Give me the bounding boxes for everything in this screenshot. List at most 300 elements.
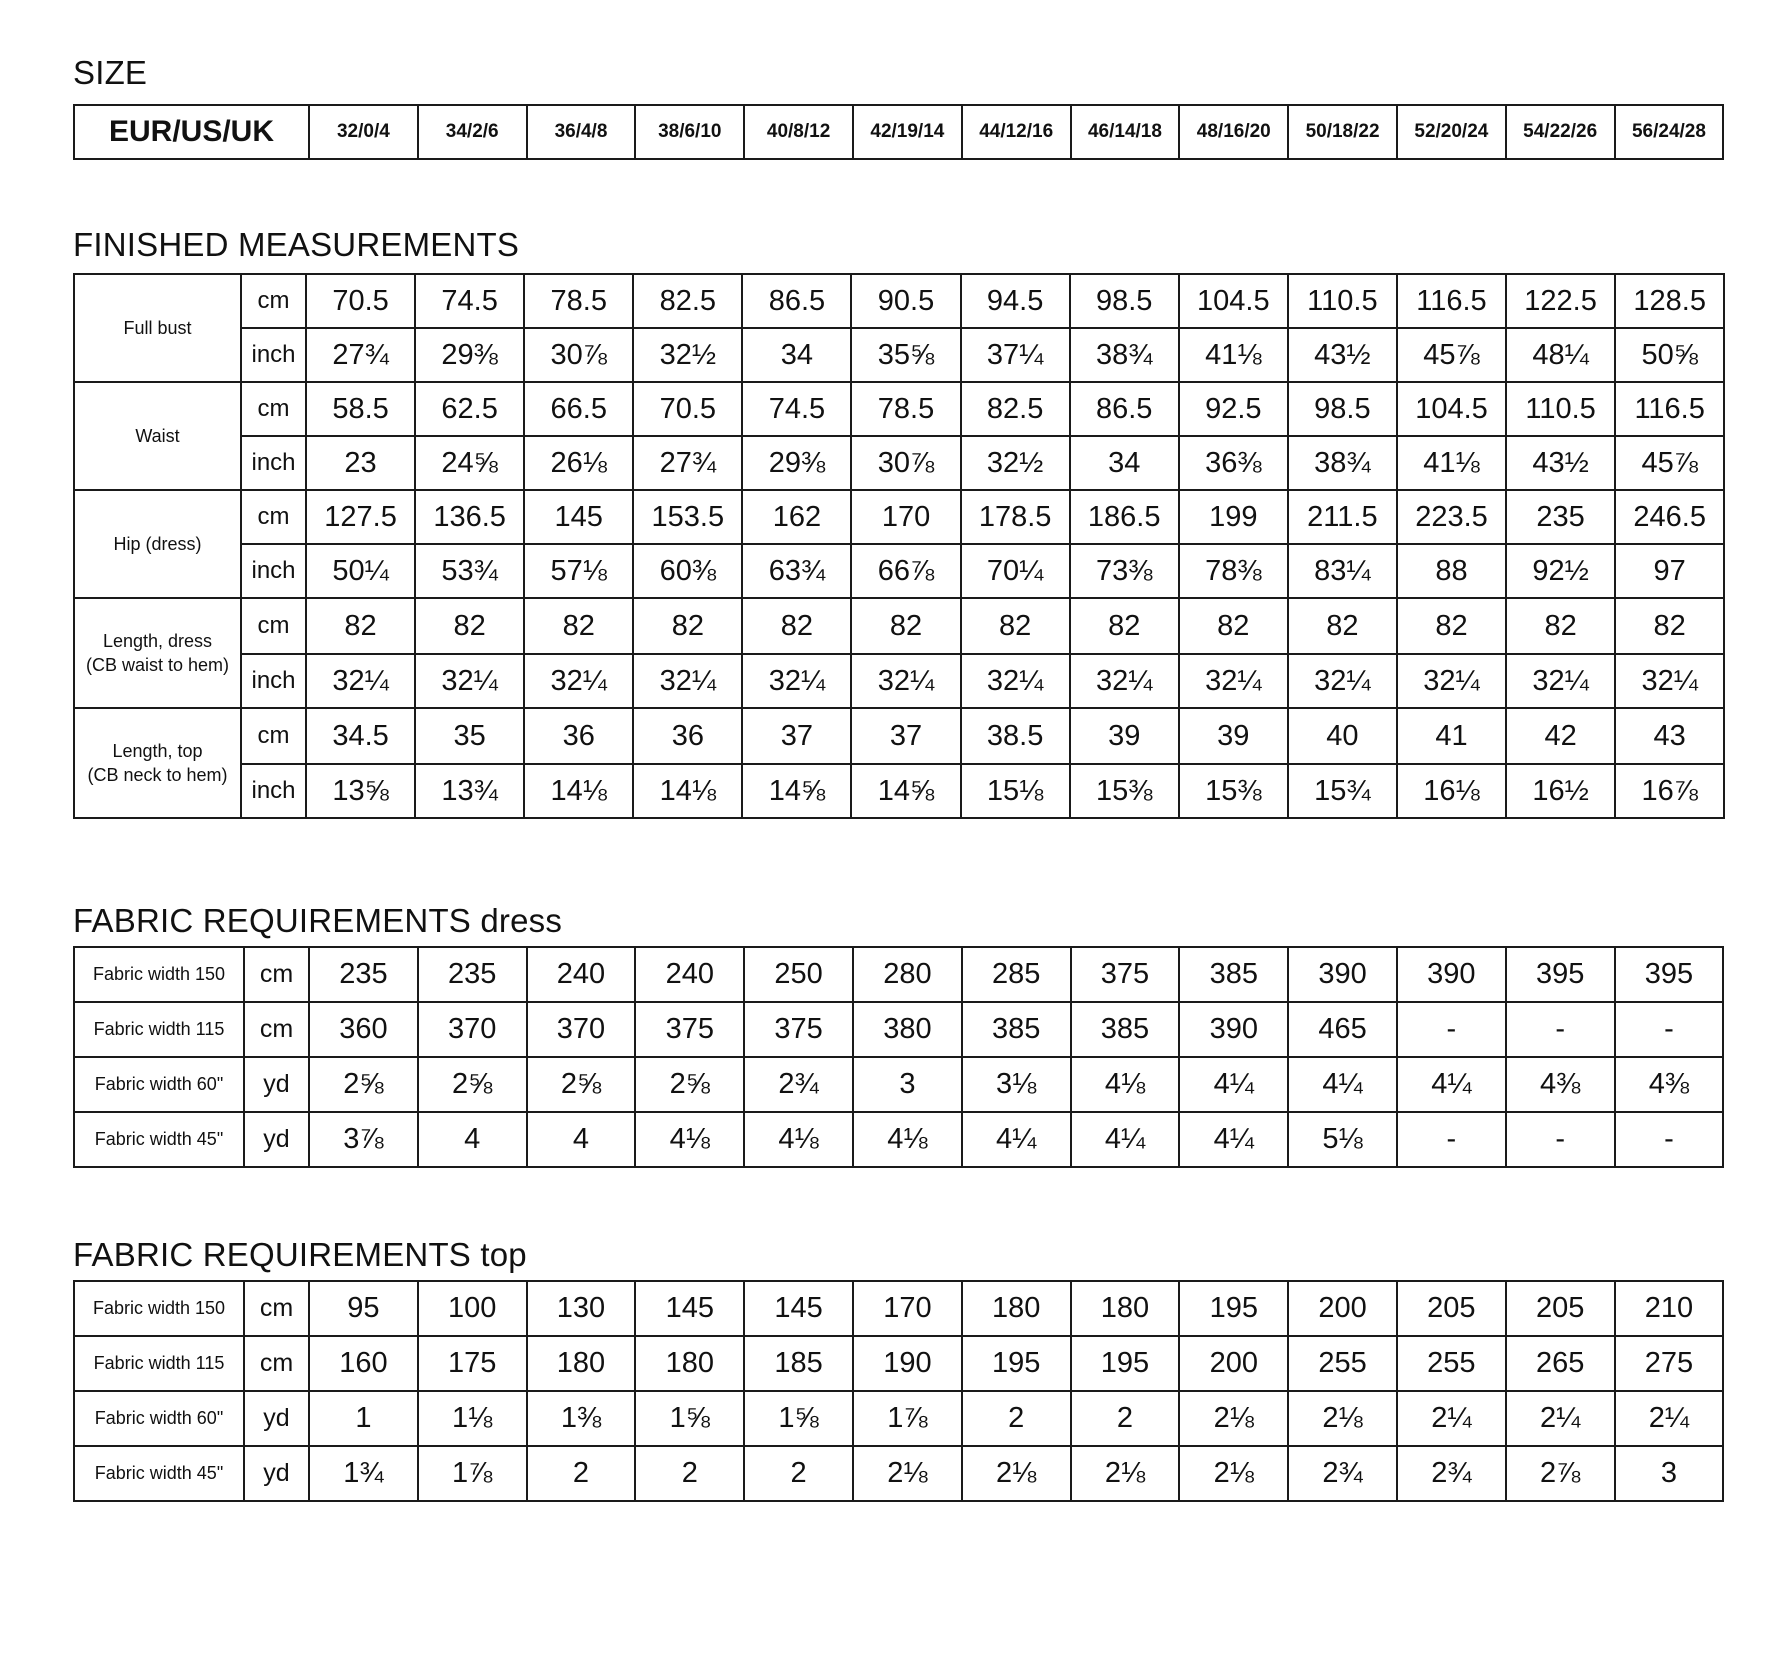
value-cell: 2	[962, 1391, 1071, 1446]
measurement-row-inch	[74, 328, 1724, 382]
fabric-unit: yd	[244, 1446, 309, 1501]
value-cell: 2	[527, 1446, 636, 1501]
value-cell: 83¼	[1288, 544, 1397, 598]
measurement-label-note: (CB waist to hem)	[85, 655, 230, 675]
value-cell: 82	[1288, 598, 1397, 654]
value-cell: 32¼	[742, 654, 851, 708]
value-cell: 210	[1615, 1281, 1724, 1336]
value-cell: 82	[1179, 598, 1288, 654]
value-cell: 32¼	[1288, 654, 1397, 708]
value-cell: 82	[961, 598, 1070, 654]
finished-measurements-title: FINISHED MEASUREMENTS	[73, 226, 520, 263]
value-cell: 41	[1397, 708, 1506, 764]
value-cell: 390	[1179, 1002, 1288, 1057]
value-cell: 78⅜	[1179, 544, 1288, 598]
value-cell: 16⅞	[1615, 764, 1724, 818]
value-cell: 240	[635, 947, 744, 1002]
value-cell: 43½	[1288, 328, 1397, 382]
measurement-label	[74, 274, 241, 382]
value-cell: 186.5	[1070, 490, 1179, 544]
fabric-top-title: FABRIC REQUIREMENTS top	[73, 1236, 527, 1273]
value-cell: 2¼	[1615, 1391, 1724, 1446]
value-cell: 78.5	[524, 274, 633, 328]
fabric-width-label: Fabric width 45"	[74, 1112, 244, 1167]
fabric-dress-title: FABRIC REQUIREMENTS dress	[73, 902, 563, 939]
value-cell: 14⅝	[851, 764, 960, 818]
value-cell: 43	[1615, 708, 1724, 764]
value-cell: 2⅞	[1506, 1446, 1615, 1501]
value-cell: 200	[1288, 1281, 1397, 1336]
value-cell: 3⅛	[962, 1057, 1071, 1112]
value-cell: 32¼	[524, 654, 633, 708]
value-cell: 465	[1288, 1002, 1397, 1057]
measurement-row-cm	[74, 382, 1724, 436]
value-cell: 32¼	[633, 654, 742, 708]
size-cell: 36/4/8	[527, 105, 636, 159]
value-cell: 375	[1071, 947, 1180, 1002]
value-cell: 205	[1397, 1281, 1506, 1336]
value-cell: 360	[309, 1002, 418, 1057]
value-cell: 3⅞	[309, 1112, 418, 1167]
value-cell: 255	[1397, 1336, 1506, 1391]
value-cell: 4⅜	[1615, 1057, 1724, 1112]
value-cell: 30⅞	[851, 436, 960, 490]
value-cell: 4	[527, 1112, 636, 1167]
value-cell: 1⅝	[744, 1391, 853, 1446]
value-cell: 2⅝	[527, 1057, 636, 1112]
value-cell: 60⅜	[633, 544, 742, 598]
size-cell: 42/19/14	[853, 105, 962, 159]
measurement-row-cm	[74, 274, 1724, 328]
fabric-unit: cm	[244, 1281, 309, 1336]
value-cell: 180	[527, 1336, 636, 1391]
fabric-unit: cm	[244, 947, 309, 1002]
measurement-label	[74, 490, 241, 598]
value-cell: 4⅜	[1506, 1057, 1615, 1112]
size-cell: 38/6/10	[635, 105, 744, 159]
size-system-header: EUR/US/UK	[74, 105, 309, 159]
fabric-width-label: Fabric width 45"	[74, 1446, 244, 1501]
measurement-row-cm	[74, 490, 1724, 544]
value-cell: 4¼	[962, 1112, 1071, 1167]
value-cell: 15⅜	[1179, 764, 1288, 818]
measurement-label	[74, 382, 241, 490]
value-cell: 40	[1288, 708, 1397, 764]
value-cell: 200	[1179, 1336, 1288, 1391]
value-cell: 2⅛	[1288, 1391, 1397, 1446]
value-cell: 63¾	[742, 544, 851, 598]
value-cell: 37	[851, 708, 960, 764]
unit-cm: cm	[241, 708, 306, 764]
unit-inch: inch	[241, 654, 306, 708]
value-cell: 82	[524, 598, 633, 654]
value-cell: 57⅛	[524, 544, 633, 598]
value-cell: 34.5	[306, 708, 415, 764]
value-cell: 14⅛	[633, 764, 742, 818]
value-cell: 285	[962, 947, 1071, 1002]
measurement-label-note: (CB neck to hem)	[87, 765, 228, 785]
fabric-row	[74, 947, 1723, 1002]
value-cell: 13¾	[415, 764, 524, 818]
value-cell: -	[1397, 1002, 1506, 1057]
fabric-row	[74, 1002, 1723, 1057]
value-cell: 82.5	[961, 382, 1070, 436]
value-cell: 15⅛	[961, 764, 1070, 818]
size-cell: 44/12/16	[962, 105, 1071, 159]
value-cell: 380	[853, 1002, 962, 1057]
value-cell: 50¼	[306, 544, 415, 598]
value-cell: 162	[742, 490, 851, 544]
value-cell: 38¾	[1070, 328, 1179, 382]
value-cell: 1	[309, 1391, 418, 1446]
value-cell: 175	[418, 1336, 527, 1391]
value-cell: 78.5	[851, 382, 960, 436]
value-cell: 385	[1179, 947, 1288, 1002]
value-cell: 250	[744, 947, 853, 1002]
fabric-width-label: Fabric width 115	[74, 1336, 244, 1391]
value-cell: 4⅛	[744, 1112, 853, 1167]
measurement-label-line: Full bust	[123, 317, 192, 338]
finished-measurements-table	[73, 273, 1725, 819]
measurement-label	[74, 708, 241, 818]
value-cell: 45⅞	[1397, 328, 1506, 382]
value-cell: 145	[524, 490, 633, 544]
value-cell: 4¼	[1071, 1112, 1180, 1167]
value-cell: 390	[1288, 947, 1397, 1002]
value-cell: 1¾	[309, 1446, 418, 1501]
value-cell: 180	[962, 1281, 1071, 1336]
value-cell: 280	[853, 947, 962, 1002]
value-cell: 92½	[1506, 544, 1615, 598]
value-cell: 58.5	[306, 382, 415, 436]
value-cell: 13⅝	[306, 764, 415, 818]
value-cell: 110.5	[1288, 274, 1397, 328]
value-cell: 43½	[1506, 436, 1615, 490]
value-cell: 32½	[633, 328, 742, 382]
value-cell: 82.5	[633, 274, 742, 328]
value-cell: 2⅛	[1179, 1391, 1288, 1446]
value-cell: 94.5	[961, 274, 1070, 328]
value-cell: 223.5	[1397, 490, 1506, 544]
size-cell: 46/14/18	[1071, 105, 1180, 159]
size-cell: 40/8/12	[744, 105, 853, 159]
value-cell: 32¼	[961, 654, 1070, 708]
value-cell: 38¾	[1288, 436, 1397, 490]
size-cell: 48/16/20	[1179, 105, 1288, 159]
value-cell: 195	[1179, 1281, 1288, 1336]
value-cell: 53¾	[415, 544, 524, 598]
value-cell: -	[1506, 1002, 1615, 1057]
value-cell: 1⅞	[418, 1446, 527, 1501]
value-cell: 235	[418, 947, 527, 1002]
fabric-row	[74, 1281, 1723, 1336]
value-cell: 98.5	[1070, 274, 1179, 328]
value-cell: 145	[635, 1281, 744, 1336]
value-cell: 1⅞	[853, 1391, 962, 1446]
fabric-width-label: Fabric width 60"	[74, 1391, 244, 1446]
value-cell: 37¼	[961, 328, 1070, 382]
value-cell: 2	[744, 1446, 853, 1501]
value-cell: 15¾	[1288, 764, 1397, 818]
fabric-unit: cm	[244, 1336, 309, 1391]
value-cell: 116.5	[1397, 274, 1506, 328]
value-cell: 86.5	[1070, 382, 1179, 436]
measurement-row-inch	[74, 436, 1724, 490]
value-cell: 32¼	[851, 654, 960, 708]
unit-cm: cm	[241, 382, 306, 436]
value-cell: 36⅜	[1179, 436, 1288, 490]
value-cell: 15⅜	[1070, 764, 1179, 818]
value-cell: 34	[1070, 436, 1179, 490]
value-cell: 88	[1397, 544, 1506, 598]
value-cell: -	[1506, 1112, 1615, 1167]
unit-inch: inch	[241, 436, 306, 490]
value-cell: 375	[635, 1002, 744, 1057]
value-cell: 375	[744, 1002, 853, 1057]
value-cell: 35	[415, 708, 524, 764]
value-cell: 128.5	[1615, 274, 1724, 328]
value-cell: 82	[742, 598, 851, 654]
value-cell: 70¼	[961, 544, 1070, 598]
unit-cm: cm	[241, 598, 306, 654]
value-cell: 32¼	[1506, 654, 1615, 708]
measurement-label-line: Waist	[135, 425, 180, 446]
fabric-unit: yd	[244, 1057, 309, 1112]
size-cell: 54/22/26	[1506, 105, 1615, 159]
value-cell: 2⅝	[418, 1057, 527, 1112]
value-cell: 32¼	[1615, 654, 1724, 708]
value-cell: 122.5	[1506, 274, 1615, 328]
value-cell: 14⅛	[524, 764, 633, 818]
value-cell: 275	[1615, 1336, 1724, 1391]
measurement-row-cm	[74, 598, 1724, 654]
value-cell: 97	[1615, 544, 1724, 598]
value-cell: 35⅝	[851, 328, 960, 382]
size-title: SIZE	[73, 54, 148, 91]
value-cell: 2¾	[1397, 1446, 1506, 1501]
value-cell: 73⅜	[1070, 544, 1179, 598]
value-cell: 104.5	[1179, 274, 1288, 328]
value-cell: 180	[635, 1336, 744, 1391]
value-cell: 98.5	[1288, 382, 1397, 436]
value-cell: 145	[744, 1281, 853, 1336]
value-cell: 34	[742, 328, 851, 382]
value-cell: 42	[1506, 708, 1615, 764]
value-cell: 205	[1506, 1281, 1615, 1336]
fabric-unit: yd	[244, 1112, 309, 1167]
value-cell: 36	[524, 708, 633, 764]
fabric-dress-table	[73, 946, 1724, 1168]
value-cell: -	[1397, 1112, 1506, 1167]
value-cell: 45⅞	[1615, 436, 1724, 490]
value-cell: 2⅛	[1071, 1446, 1180, 1501]
value-cell: 2¾	[744, 1057, 853, 1112]
fabric-row	[74, 1112, 1723, 1167]
value-cell: 1⅛	[418, 1391, 527, 1446]
value-cell: 116.5	[1615, 382, 1724, 436]
value-cell: 235	[1506, 490, 1615, 544]
value-cell: 16⅛	[1397, 764, 1506, 818]
value-cell: 2⅝	[309, 1057, 418, 1112]
unit-inch: inch	[241, 544, 306, 598]
value-cell: 32¼	[306, 654, 415, 708]
value-cell: 82	[1397, 598, 1506, 654]
size-table	[73, 104, 1724, 160]
value-cell: 37	[742, 708, 851, 764]
size-cell: 32/0/4	[309, 105, 418, 159]
fabric-width-label: Fabric width 115	[74, 1002, 244, 1057]
value-cell: 199	[1179, 490, 1288, 544]
value-cell: 92.5	[1179, 382, 1288, 436]
value-cell: 1⅝	[635, 1391, 744, 1446]
value-cell: 39	[1179, 708, 1288, 764]
value-cell: 23	[306, 436, 415, 490]
value-cell: 27¾	[633, 436, 742, 490]
value-cell: 4¼	[1179, 1057, 1288, 1112]
value-cell: 160	[309, 1336, 418, 1391]
fabric-width-label: Fabric width 60"	[74, 1057, 244, 1112]
measurement-label	[74, 598, 241, 708]
fabric-width-label: Fabric width 150	[74, 947, 244, 1002]
value-cell: 82	[415, 598, 524, 654]
value-cell: 395	[1506, 947, 1615, 1002]
fabric-unit: yd	[244, 1391, 309, 1446]
fabric-unit: cm	[244, 1002, 309, 1057]
value-cell: 32½	[961, 436, 1070, 490]
value-cell: 211.5	[1288, 490, 1397, 544]
size-cell: 50/18/22	[1288, 105, 1397, 159]
value-cell: 29⅜	[415, 328, 524, 382]
value-cell: -	[1615, 1002, 1724, 1057]
value-cell: 5⅛	[1288, 1112, 1397, 1167]
value-cell: 95	[309, 1281, 418, 1336]
value-cell: 41⅛	[1397, 436, 1506, 490]
value-cell: 104.5	[1397, 382, 1506, 436]
value-cell: 2¾	[1288, 1446, 1397, 1501]
value-cell: 170	[853, 1281, 962, 1336]
value-cell: 90.5	[851, 274, 960, 328]
value-cell: 32¼	[1070, 654, 1179, 708]
value-cell: 82	[1070, 598, 1179, 654]
value-cell: -	[1615, 1112, 1724, 1167]
value-cell: 2⅛	[853, 1446, 962, 1501]
value-cell: 62.5	[415, 382, 524, 436]
value-cell: 82	[306, 598, 415, 654]
value-cell: 130	[527, 1281, 636, 1336]
value-cell: 82	[1506, 598, 1615, 654]
value-cell: 240	[527, 947, 636, 1002]
fabric-top-table	[73, 1280, 1724, 1502]
value-cell: 50⅝	[1615, 328, 1724, 382]
value-cell: 395	[1615, 947, 1724, 1002]
measurement-row-inch	[74, 764, 1724, 818]
value-cell: 2¼	[1506, 1391, 1615, 1446]
size-cell: 56/24/28	[1615, 105, 1724, 159]
value-cell: 4¼	[1397, 1057, 1506, 1112]
fabric-width-label: Fabric width 150	[74, 1281, 244, 1336]
value-cell: 2⅝	[635, 1057, 744, 1112]
measurement-row-cm	[74, 708, 1724, 764]
value-cell: 2⅛	[962, 1446, 1071, 1501]
value-cell: 66.5	[524, 382, 633, 436]
value-cell: 24⅝	[415, 436, 524, 490]
value-cell: 370	[527, 1002, 636, 1057]
value-cell: 2¼	[1397, 1391, 1506, 1446]
value-cell: 38.5	[961, 708, 1070, 764]
value-cell: 127.5	[306, 490, 415, 544]
value-cell: 100	[418, 1281, 527, 1336]
value-cell: 39	[1070, 708, 1179, 764]
value-cell: 29⅜	[742, 436, 851, 490]
value-cell: 246.5	[1615, 490, 1724, 544]
value-cell: 4¼	[1288, 1057, 1397, 1112]
value-cell: 14⅝	[742, 764, 851, 818]
value-cell: 390	[1397, 947, 1506, 1002]
value-cell: 2	[635, 1446, 744, 1501]
value-cell: 190	[853, 1336, 962, 1391]
fabric-row	[74, 1336, 1723, 1391]
value-cell: 370	[418, 1002, 527, 1057]
value-cell: 4⅛	[853, 1112, 962, 1167]
value-cell: 2⅛	[1179, 1446, 1288, 1501]
measurement-label-line: Length, dress	[102, 630, 213, 651]
size-row	[74, 105, 1723, 159]
size-cell: 34/2/6	[418, 105, 527, 159]
measurement-label-line: Hip (dress)	[113, 533, 202, 554]
value-cell: 185	[744, 1336, 853, 1391]
value-cell: 110.5	[1506, 382, 1615, 436]
value-cell: 180	[1071, 1281, 1180, 1336]
measurement-label-line: Length, top	[112, 740, 203, 761]
value-cell: 30⅞	[524, 328, 633, 382]
value-cell: 82	[1615, 598, 1724, 654]
size-cell: 52/20/24	[1397, 105, 1506, 159]
value-cell: 32¼	[1179, 654, 1288, 708]
value-cell: 32¼	[415, 654, 524, 708]
value-cell: 48¼	[1506, 328, 1615, 382]
measurement-row-inch	[74, 654, 1724, 708]
fabric-row	[74, 1446, 1723, 1501]
unit-inch: inch	[241, 764, 306, 818]
value-cell: 82	[851, 598, 960, 654]
value-cell: 74.5	[415, 274, 524, 328]
value-cell: 74.5	[742, 382, 851, 436]
value-cell: 235	[309, 947, 418, 1002]
value-cell: 3	[1615, 1446, 1724, 1501]
value-cell: 32¼	[1397, 654, 1506, 708]
measurement-row-inch	[74, 544, 1724, 598]
fabric-row	[74, 1057, 1723, 1112]
value-cell: 86.5	[742, 274, 851, 328]
value-cell: 265	[1506, 1336, 1615, 1391]
unit-cm: cm	[241, 490, 306, 544]
value-cell: 82	[633, 598, 742, 654]
value-cell: 385	[962, 1002, 1071, 1057]
value-cell: 4	[418, 1112, 527, 1167]
value-cell: 153.5	[633, 490, 742, 544]
value-cell: 178.5	[961, 490, 1070, 544]
value-cell: 195	[1071, 1336, 1180, 1391]
value-cell: 4¼	[1179, 1112, 1288, 1167]
value-cell: 70.5	[633, 382, 742, 436]
value-cell: 3	[853, 1057, 962, 1112]
value-cell: 2	[1071, 1391, 1180, 1446]
value-cell: 136.5	[415, 490, 524, 544]
unit-inch: inch	[241, 328, 306, 382]
value-cell: 1⅜	[527, 1391, 636, 1446]
value-cell: 170	[851, 490, 960, 544]
value-cell: 41⅛	[1179, 328, 1288, 382]
